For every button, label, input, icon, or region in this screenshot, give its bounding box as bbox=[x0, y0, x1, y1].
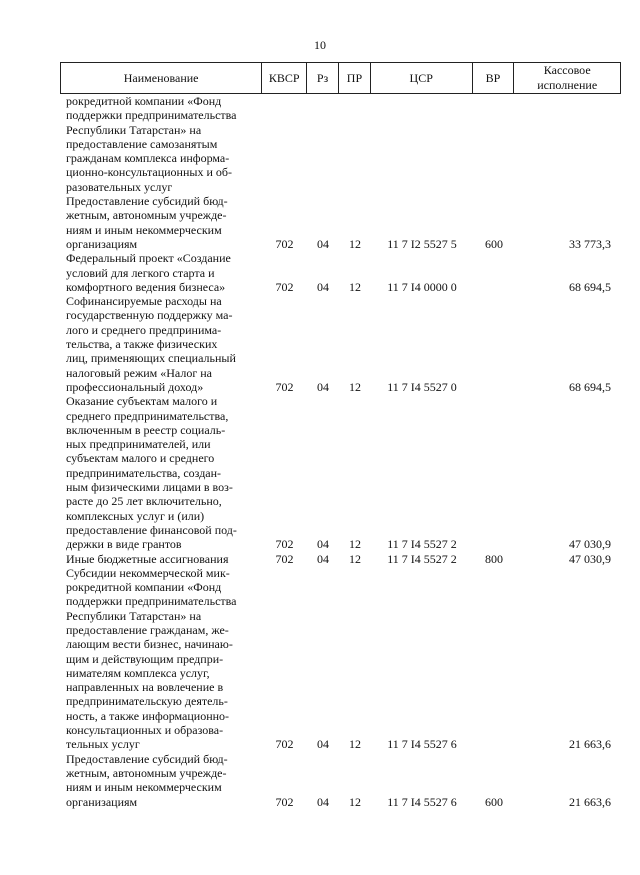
cell-pr: 12 bbox=[349, 379, 361, 394]
cell-csr: 11 7 I4 5527 2 bbox=[387, 551, 457, 566]
cell-kvsr: 702 bbox=[275, 279, 294, 294]
table-row bbox=[60, 394, 621, 551]
header-vr: ВР bbox=[473, 63, 515, 93]
cell-csr: 11 7 I4 0000 0 bbox=[387, 279, 457, 294]
cell-name: рокредитной компании «Фонд поддержки предпринимательства Республики Татарстан» на предоставление самозанятым гражданам комплекса информа- ционно-консультационных и об- разовательных услуг bbox=[66, 94, 237, 194]
cell-sum: 33 773,3 bbox=[569, 236, 611, 251]
cell-pr: 12 bbox=[349, 794, 361, 809]
cell-csr: 11 7 I4 5527 6 bbox=[387, 794, 457, 809]
cell-kvsr: 702 bbox=[275, 537, 294, 552]
cell-pr: 12 bbox=[349, 236, 361, 251]
cell-sum: 21 663,6 bbox=[569, 794, 611, 809]
cell-name: Софинансируемые расходы на государственную поддержку ма- лого и среднего предпринима- тельства, а также физических лиц, применяющих специальный налоговый режим «Налог на профессиональный доход» bbox=[66, 294, 236, 394]
page-number: 10 bbox=[314, 38, 326, 52]
cell-sum: 47 030,9 bbox=[569, 551, 611, 566]
header-pr: ПР bbox=[339, 63, 371, 93]
cell-pr: 12 bbox=[349, 551, 361, 566]
cell-pr: 12 bbox=[349, 737, 361, 752]
table-row bbox=[60, 94, 621, 194]
table-row bbox=[60, 294, 621, 394]
table-row bbox=[60, 552, 621, 566]
table-body bbox=[60, 94, 621, 809]
cell-rz: 04 bbox=[317, 737, 329, 752]
cell-csr: 11 7 I4 5527 6 bbox=[387, 737, 457, 752]
header-csr: ЦСР bbox=[371, 63, 473, 93]
cell-csr: 11 7 I4 5527 0 bbox=[387, 379, 457, 394]
table-row bbox=[60, 752, 621, 809]
cell-sum: 21 663,6 bbox=[569, 737, 611, 752]
header-kvsr: КВСР bbox=[262, 63, 307, 93]
table-row bbox=[60, 194, 621, 251]
cell-name: Субсидии некоммерческой мик- рокредитной компании «Фонд поддержки предпринимательства Республики Татарстан» на предоставление гражданам, же- лающим вести бизнес, начинаю- щим и действующим предпри- нимателям комплекса услуг, направленных на вовлечение в предпринимательскую деятель- ность, а также информационно- консультационных и образова- тельных услуг bbox=[66, 565, 237, 752]
cell-kvsr: 702 bbox=[275, 379, 294, 394]
cell-csr: 11 7 I4 5527 2 bbox=[387, 537, 457, 552]
table-row bbox=[60, 566, 621, 752]
cell-rz: 04 bbox=[317, 236, 329, 251]
cell-vr: 600 bbox=[485, 794, 503, 809]
cell-sum: 68 694,5 bbox=[569, 379, 611, 394]
cell-rz: 04 bbox=[317, 551, 329, 566]
cell-kvsr: 702 bbox=[275, 551, 294, 566]
header-rz: Рз bbox=[307, 63, 339, 93]
cell-sum: 68 694,5 bbox=[569, 279, 611, 294]
cell-csr: 11 7 I2 5527 5 bbox=[387, 236, 457, 251]
cell-pr: 12 bbox=[349, 279, 361, 294]
header-name: Наименование bbox=[61, 63, 262, 93]
cell-name: Федеральный проект «Создание условий для легкого старта и комфортного ведения бизнеса» bbox=[66, 251, 231, 294]
cell-name: Предоставление субсидий бюд- жетным, автономным учрежде- ниям и иным некоммерческим организациям bbox=[66, 751, 228, 809]
cell-vr: 600 bbox=[485, 236, 503, 251]
cell-name: Оказание субъектам малого и среднего предпринимательства, включенным в реестр социаль- ных предпринимателей, или субъектам малого и среднего предпринимательства, создан- ным физическими лицами в воз- расте до 25 лет включительно, комплексных услуг и (или) предоставление финансовой под- держки в виде грантов bbox=[66, 394, 237, 552]
cell-rz: 04 bbox=[317, 379, 329, 394]
cell-rz: 04 bbox=[317, 537, 329, 552]
table-header bbox=[60, 62, 621, 94]
cell-kvsr: 702 bbox=[275, 236, 294, 251]
cell-pr: 12 bbox=[349, 537, 361, 552]
cell-vr: 800 bbox=[485, 551, 503, 566]
cell-rz: 04 bbox=[317, 279, 329, 294]
header-sum: Кассовое исполнение bbox=[537, 63, 598, 92]
cell-rz: 04 bbox=[317, 794, 329, 809]
cell-name: Предоставление субсидий бюд- жетным, автономным учрежде- ниям и иным некоммерческим организациям bbox=[66, 194, 228, 251]
cell-kvsr: 702 bbox=[275, 737, 294, 752]
cell-kvsr: 702 bbox=[275, 794, 294, 809]
cell-sum: 47 030,9 bbox=[569, 537, 611, 552]
cell-name: Иные бюджетные ассигнования bbox=[66, 551, 229, 566]
table-row bbox=[60, 251, 621, 294]
